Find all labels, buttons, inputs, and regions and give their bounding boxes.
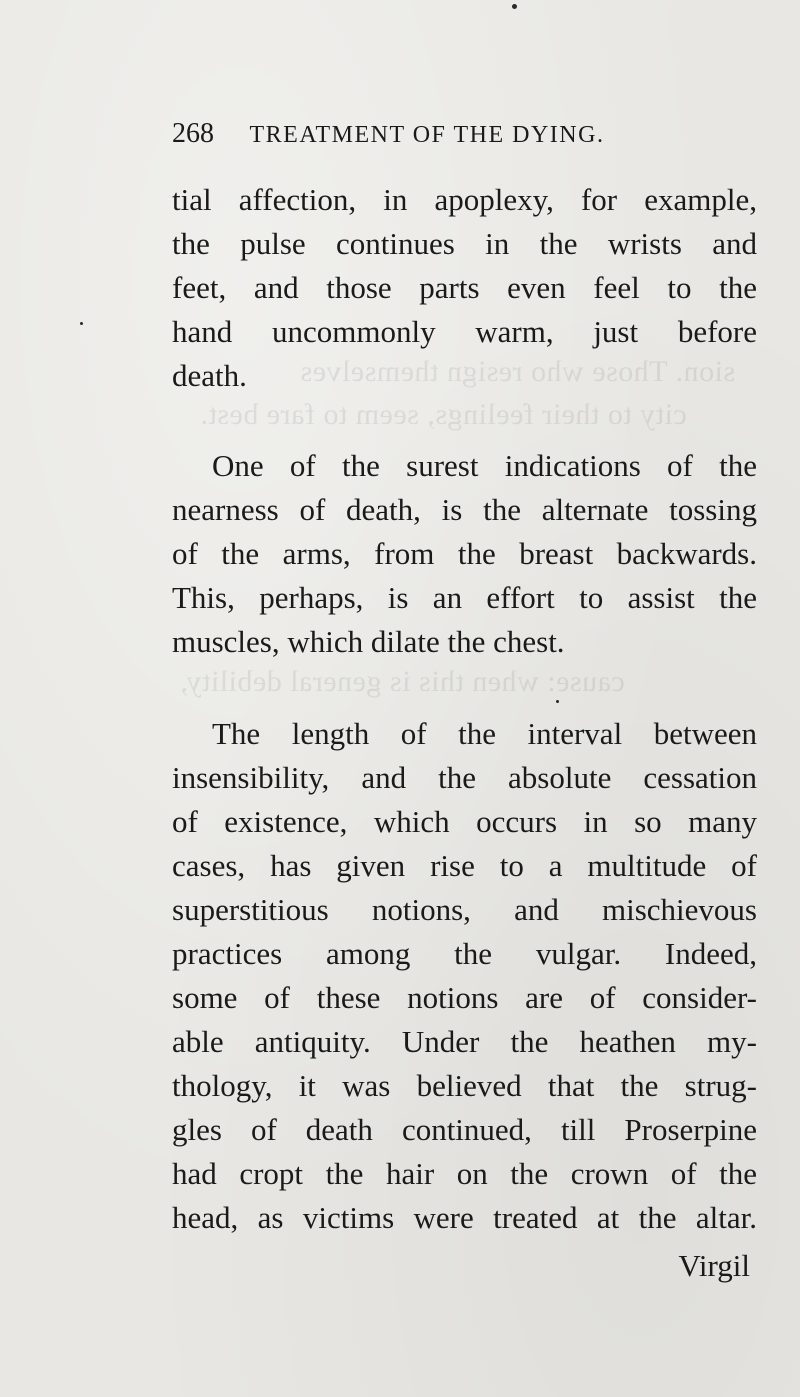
- text-line: had cropt the hair on the crown of the: [172, 1156, 757, 1191]
- text-line: feet, and those parts even feel to the: [172, 270, 757, 305]
- text-line: head, as victims were treated at the altar.: [172, 1200, 757, 1235]
- show-through-text: sion. Those who resign themselves: [300, 355, 736, 388]
- text-line: tial affection, in apoplexy, for example,: [172, 182, 757, 217]
- text-line: hand uncommonly warm, just before: [172, 314, 757, 349]
- paper-speck: [512, 4, 517, 9]
- text-line: muscles, which dilate the chest.: [172, 624, 565, 659]
- catchword: Virgil: [678, 1248, 750, 1283]
- text-line: The length of the interval between: [212, 716, 757, 751]
- text-line: One of the surest indications of the: [212, 448, 757, 483]
- running-head-title: TREATMENT OF THE DYING.: [249, 122, 605, 148]
- text-line: some of these notions are of consider-: [172, 980, 757, 1015]
- text-line: cases, has given rise to a multitude of: [172, 848, 757, 883]
- page-number: 268: [172, 118, 214, 149]
- text-line: of existence, which occurs in so many: [172, 804, 757, 839]
- text-line: the pulse continues in the wrists and: [172, 226, 757, 261]
- text-line: This, perhaps, is an effort to assist the: [172, 580, 757, 615]
- text-line: nearness of death, is the alternate tossing: [172, 492, 757, 527]
- paper-speck: [556, 700, 559, 703]
- running-head: [172, 118, 762, 158]
- text-line: gles of death continued, till Proserpine: [172, 1112, 757, 1147]
- text-line: thology, it was believed that the strug-: [172, 1068, 757, 1103]
- text-line: death.: [172, 358, 247, 393]
- text-line: practices among the vulgar. Indeed,: [172, 936, 757, 971]
- text-line: insensibility, and the absolute cessation: [172, 760, 757, 795]
- text-line: able antiquity. Under the heathen my-: [172, 1024, 757, 1059]
- show-through-text: city to their feelings, seem to fare best.: [200, 398, 687, 431]
- paper-speck: [80, 322, 83, 325]
- show-through-text: cause: when this is general debility,: [180, 665, 625, 698]
- text-line: of the arms, from the breast backwards.: [172, 536, 757, 571]
- text-line: superstitious notions, and mischievous: [172, 892, 757, 927]
